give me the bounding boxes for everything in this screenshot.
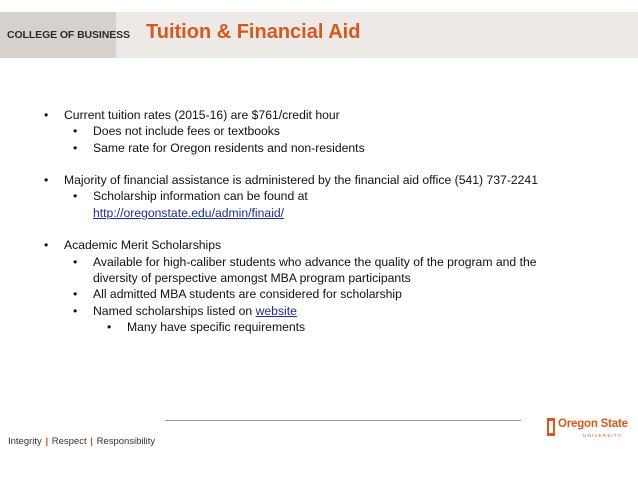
- bullet-aid: [44, 172, 564, 188]
- sub-bullet-text: Available for high-caliber students who advance the quality of the program and the diversity of perspective amongst MBA program participants: [93, 254, 537, 285]
- sub-bullet-text: Same rate for Oregon residents and non-residents: [93, 140, 365, 155]
- bullet-text: Current tuition rates (2015-16) are $761/credit hour: [64, 108, 340, 122]
- sub-bullet-text: [93, 303, 564, 319]
- sub-bullet-text: Does not include fees or textbooks: [93, 124, 280, 139]
- college-label-box: [0, 12, 130, 58]
- tagline-separator: |: [45, 436, 49, 447]
- bullet-tuition: [44, 107, 564, 123]
- bullet-icon: •: [107, 319, 112, 334]
- sub-bullet-text: All admitted MBA students are considered for scholarship: [93, 287, 402, 302]
- spacer: [44, 156, 564, 172]
- bullet-text: Academic Merit Scholarships: [64, 238, 222, 253]
- footer-tagline: [8, 436, 155, 447]
- sub-bullet-text: [93, 188, 564, 221]
- sub-bullet: [44, 286, 564, 302]
- bullet-icon: •: [44, 173, 49, 188]
- named-scholarships-text: Named scholarships listed on: [93, 303, 253, 318]
- sub-bullet: [44, 303, 564, 319]
- sub-bullet: [44, 188, 564, 221]
- logo-subtitle: UNIVERSITY: [583, 433, 623, 438]
- bullet-icon: •: [73, 189, 78, 204]
- oregon-state-logo: [547, 414, 633, 440]
- sub-bullet: [44, 123, 564, 139]
- college-label: COLLEGE OF BUSINESS: [7, 29, 130, 41]
- sub-bullet: [44, 254, 564, 287]
- bullet-icon: •: [44, 238, 49, 253]
- sub-bullet: [44, 140, 564, 156]
- logo-mark-icon: [547, 418, 555, 436]
- logo-wordmark: Oregon State: [558, 418, 628, 430]
- tagline-integrity: Integrity: [8, 436, 42, 447]
- footer-divider: [165, 420, 521, 421]
- finaid-link[interactable]: http://oregonstate.edu/admin/finaid/: [93, 205, 285, 220]
- scholarship-info-text: Scholarship information can be found at: [93, 189, 308, 204]
- bullet-merit: [44, 237, 564, 253]
- tagline-responsibility: Responsibility: [96, 436, 156, 447]
- sub-sub-bullet: [44, 319, 564, 335]
- bullet-icon: •: [73, 124, 78, 139]
- slide-title: Tuition & Financial Aid: [146, 21, 361, 43]
- bullet-icon: •: [73, 254, 78, 269]
- tagline-respect: Respect: [51, 436, 87, 447]
- bullet-text: Majority of financial assistance is administered by the financial aid office (541) 737-2241: [64, 173, 538, 188]
- sub-sub-bullet-text: Many have specific requirements: [127, 319, 306, 334]
- bullet-icon: •: [73, 287, 78, 302]
- bullet-icon: •: [44, 108, 49, 122]
- bullet-icon: •: [73, 140, 78, 155]
- spacer: [44, 221, 564, 237]
- website-link[interactable]: website: [255, 303, 297, 318]
- slide-content: [44, 107, 564, 335]
- tagline-separator: |: [90, 436, 93, 447]
- bullet-icon: •: [73, 303, 78, 318]
